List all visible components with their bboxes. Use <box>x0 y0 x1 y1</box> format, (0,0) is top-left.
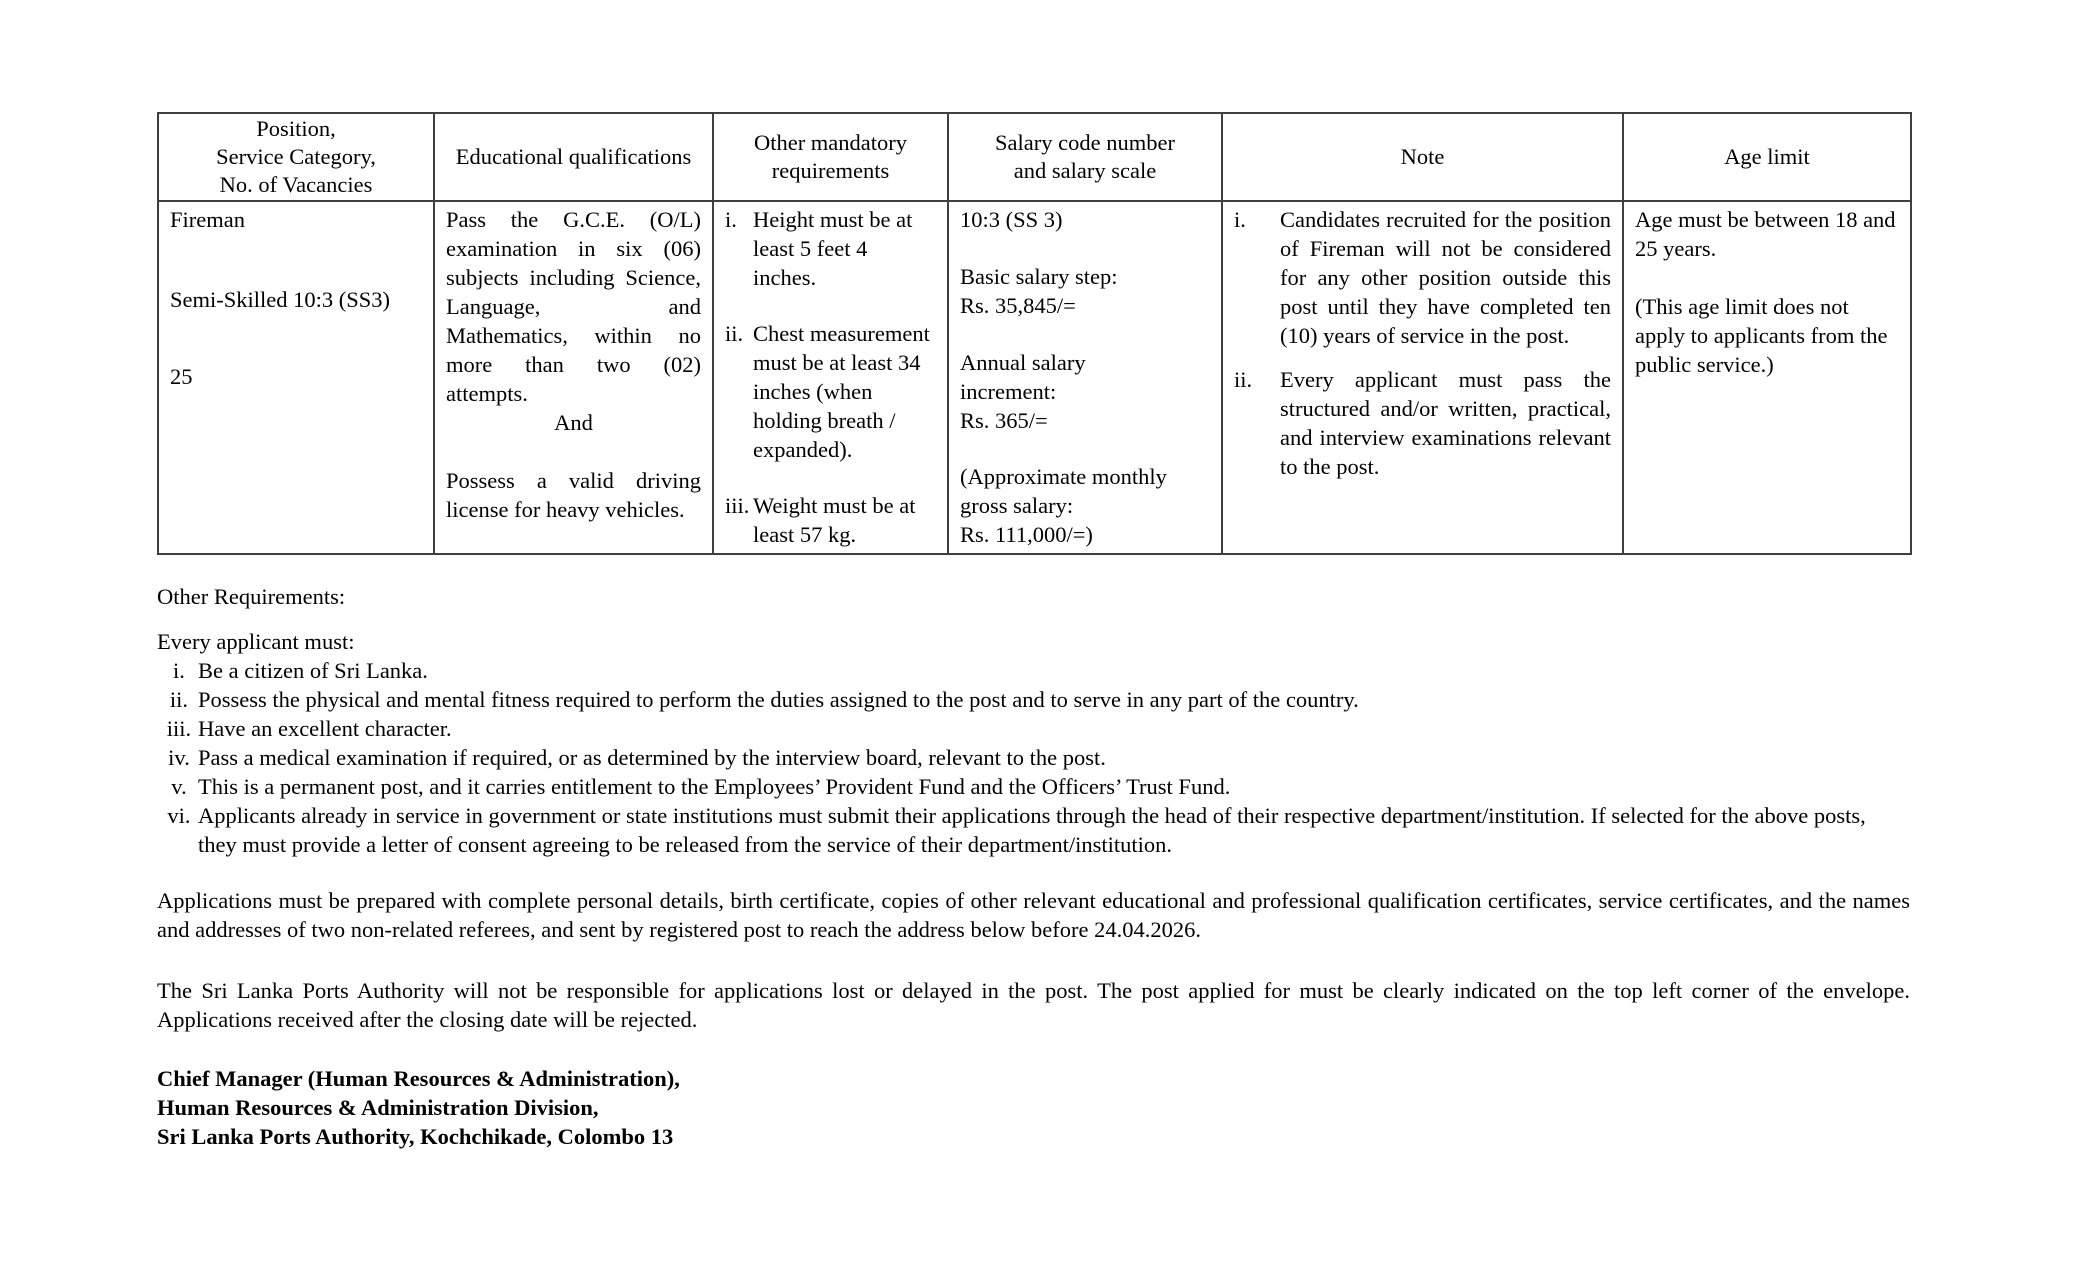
header-line: Note <box>1400 144 1445 169</box>
note-item <box>1234 205 1611 350</box>
signature-block <box>157 1064 1910 1151</box>
other-requirements-intro: Every applicant must: <box>157 629 355 654</box>
education-paragraph: Pass the G.C.E. (O/L) examination in six (06) subjects including Science, Language, and Mathematics, within no more than two (02) attempts. <box>446 207 701 406</box>
header-line: Other mandatory <box>753 130 908 155</box>
list-item-text: Applicants already in service in government or state institutions must submit their applications through the head of their respective department/institution. If selected for the above posts, they must provide a letter of consent agreeing to be released from the service of their department/institution. <box>198 803 1866 857</box>
header-position <box>158 113 434 201</box>
signature-line: Human Resources & Administration Division, <box>157 1095 599 1120</box>
header-line: Educational qualifications <box>455 144 692 169</box>
cell-age-limit <box>1623 201 1911 554</box>
item-number: ii. <box>725 321 744 346</box>
position-title: Fireman <box>170 207 245 232</box>
item-text: Height must be at least 5 feet 4 inches. <box>753 207 913 290</box>
age-limit-exception: (This age limit does not apply to applicants from the public service.) <box>1635 294 1888 377</box>
table-header-row <box>158 113 1911 201</box>
item-text: Chest measurement must be at least 34 inches (when holding breath / expanded). <box>753 321 930 462</box>
header-line: No. of Vacancies <box>219 172 373 197</box>
salary-increment-line: increment: <box>960 379 1057 404</box>
salary-basic-value: Rs. 35,845/= <box>960 293 1076 318</box>
header-line: Service Category, <box>216 144 376 169</box>
list-item <box>164 656 1910 685</box>
disclaimer-paragraph: The Sri Lanka Ports Authority will not be responsible for applications lost or delayed in the post. The post applied for must be clearly indicated on the top left corner of the envelope. Applications received after the closing date will be rejected. <box>157 978 1910 1032</box>
salary-gross-line: gross salary: <box>960 493 1074 518</box>
item-text: Every applicant must pass the structured and/or written, practical, and interview examinations relevant to the post. <box>1280 367 1611 479</box>
header-other-mandatory-requirements <box>713 113 948 201</box>
cell-note <box>1222 201 1623 554</box>
document-page <box>157 112 1910 1151</box>
education-connector: And <box>554 410 593 435</box>
salary-basic-label: Basic salary step: <box>960 264 1118 289</box>
list-item-number: iii. <box>166 716 192 741</box>
salary-gross-line: (Approximate monthly <box>960 464 1167 489</box>
header-line: Salary code number <box>995 130 1175 155</box>
item-text: Weight must be at least 57 kg. <box>753 493 916 547</box>
header-educational-qualifications <box>434 113 713 201</box>
list-item <box>164 714 1910 743</box>
item-number: i. <box>1234 207 1246 232</box>
salary-increment-line: Annual salary <box>960 350 1086 375</box>
vacancy-count: 25 <box>170 364 193 389</box>
header-line: and salary scale <box>1013 158 1157 183</box>
list-item <box>164 801 1910 859</box>
applications-instructions-paragraph: Applications must be prepared with complete personal details, birth certificate, copies of other relevant educational and professional qualification certificates, service certificates, and the names and addresses of two non-related referees, and sent by registered post to reach the address below before 24.04.2026. <box>157 888 1910 942</box>
signature-line: Sri Lanka Ports Authority, Kochchikade, Colombo 13 <box>157 1124 674 1149</box>
header-line: requirements <box>771 158 890 183</box>
header-line: Position, <box>256 116 336 141</box>
header-salary-code <box>948 113 1222 201</box>
list-item-number: ii. <box>169 687 189 712</box>
other-requirements-heading: Other Requirements: <box>157 584 346 609</box>
table-row <box>158 201 1911 554</box>
header-note <box>1222 113 1623 201</box>
cell-position <box>158 201 434 554</box>
list-item-text: This is a permanent post, and it carries entitlement to the Employees’ Provident Fund and the Officers’ Trust Fund. <box>198 774 1231 799</box>
header-age-limit <box>1623 113 1911 201</box>
item-number: i. <box>725 207 737 232</box>
item-number: ii. <box>1234 367 1253 392</box>
list-item-number: vi. <box>167 803 191 828</box>
requirement-item <box>725 319 936 464</box>
other-requirements-list <box>164 656 1910 859</box>
list-item-number: v. <box>171 774 187 799</box>
list-item-text: Possess the physical and mental fitness required to perform the duties assigned to the post and to serve in any part of the country. <box>198 687 1359 712</box>
education-paragraph: Possess a valid driving license for heavy vehicles. <box>446 468 701 522</box>
list-item-text: Pass a medical examination if required, or as determined by the interview board, relevant to the post. <box>198 745 1106 770</box>
salary-code: 10:3 (SS 3) <box>960 207 1063 232</box>
requirement-item <box>725 205 936 292</box>
list-item-number: i. <box>173 658 185 683</box>
service-category: Semi-Skilled 10:3 (SS3) <box>170 287 391 312</box>
age-limit-text: Age must be between 18 and 25 years. <box>1635 207 1896 261</box>
note-item <box>1234 365 1611 481</box>
list-item-number: iv. <box>168 745 190 770</box>
item-text: Candidates recruited for the position of Fireman will not be considered for any other position outside this post until they have completed ten (10) years of service in the post. <box>1280 207 1611 348</box>
vacancy-table <box>157 112 1912 555</box>
requirement-item <box>725 491 936 549</box>
cell-salary <box>948 201 1222 554</box>
salary-gross-value: Rs. 111,000/=) <box>960 522 1093 547</box>
item-number: iii. <box>725 493 750 518</box>
cell-mandatory-requirements <box>713 201 948 554</box>
signature-line: Chief Manager (Human Resources & Administration), <box>157 1066 680 1091</box>
header-line: Age limit <box>1724 144 1810 169</box>
list-item <box>164 772 1910 801</box>
list-item-text: Be a citizen of Sri Lanka. <box>198 658 428 683</box>
cell-educational-qualifications <box>434 201 713 554</box>
list-item <box>164 685 1910 714</box>
salary-increment-value: Rs. 365/= <box>960 408 1048 433</box>
list-item-text: Have an excellent character. <box>198 716 452 741</box>
list-item <box>164 743 1910 772</box>
